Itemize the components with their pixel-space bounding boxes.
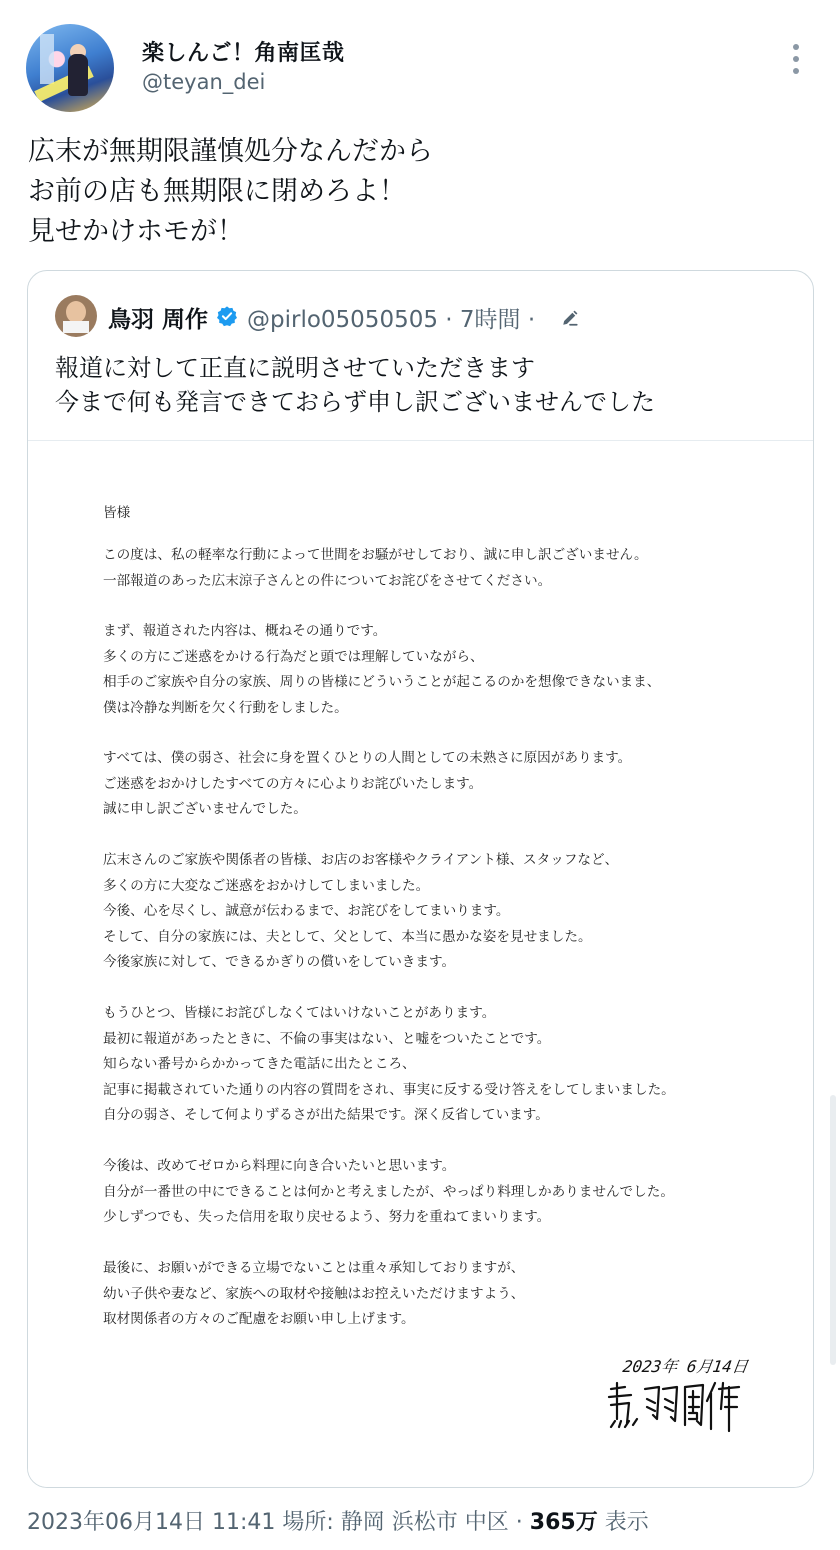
letter-line: 今後家族に対して、できるかぎりの償いをしていきます。	[103, 954, 456, 970]
handwritten-signature	[603, 1379, 743, 1435]
letter-line: まず、報道された内容は、概ねその通りです。	[103, 623, 387, 639]
user-avatar[interactable]	[26, 24, 114, 112]
letter-line: 記事に掲載されていた通りの内容の質問をされ、事実に反する受け答えをしてしまいました。	[103, 1081, 675, 1098]
letter-paragraph	[103, 1001, 675, 1129]
avatar-building	[40, 34, 54, 84]
quoted-avatar-board	[63, 321, 89, 333]
edit-pencil-icon[interactable]	[561, 309, 579, 327]
quoted-text-line: 報道に対して正直に説明させていただきます	[55, 354, 535, 382]
tweet-text	[28, 132, 808, 252]
letter-line: 幼い子供や妻など、家族への取材や接触はお控えいただけますよう、	[103, 1285, 525, 1302]
letter-line: 相手のご家族や自分の家族、周りの皆様にどういうことが起こるのかを想像できないまま、	[103, 674, 661, 690]
quoted-tweet-time[interactable]: · 7時間 ·	[445, 307, 536, 333]
letter-line: 知らない番号からかかってきた電話に出たところ、	[103, 1056, 416, 1072]
quoted-author-avatar[interactable]	[55, 295, 97, 337]
quoted-text-line: 今まで何も発言できておらず申し訳ございませんでした	[55, 388, 655, 416]
tweet-location[interactable]: 場所: 静岡 浜松市 中区	[282, 1510, 509, 1535]
letter-line: 自分の弱さ、そして何よりずるさが出た結果です。深く反省しています。	[103, 1107, 549, 1123]
letter-line: 僕は冷静な判断を欠く行動をしました。	[103, 699, 348, 716]
quoted-author-meta	[247, 301, 535, 334]
letter-paragraph	[103, 746, 631, 823]
meta-separator: ·	[515, 1510, 523, 1535]
views-label: 表示	[604, 1510, 649, 1535]
letter-paragraph	[103, 619, 660, 721]
tweet-datetime[interactable]: 2023年06月14日 11:41	[27, 1510, 276, 1535]
letter-line: 今後は、改めてゼロから料理に向き合いたいと思います。	[103, 1158, 456, 1174]
letter-line: 最後に、お願いができる立場でないことは重々承知しておりますが、	[103, 1260, 525, 1276]
letter-date: 2023年 6月14日	[621, 1357, 750, 1376]
avatar-figure	[68, 54, 88, 96]
tweet-text-line: 見せかけホモが！	[28, 216, 244, 247]
quoted-avatar-face	[66, 301, 86, 323]
letter-line: ご迷惑をおかけしたすべての方々に心よりお詫びいたします。	[103, 775, 483, 792]
letter-line: すべては、僕の弱さ、社会に身を置くひとりの人間としての未熟さに原因があります。	[103, 750, 632, 766]
quoted-author-name[interactable]: 鳥羽 周作	[108, 307, 209, 333]
letter-line: 少しずつでも、失った信用を取り戻せるよう、努力を重ねてまいります。	[103, 1209, 551, 1225]
letter-line: 広末さんのご家族や関係者の皆様、お店のお客様やクライアント様、スタッフなど、	[103, 852, 619, 868]
scrollbar[interactable]	[830, 1095, 836, 1365]
quoted-tweet-text	[55, 351, 655, 419]
letter-salutation: 皆様	[103, 505, 131, 521]
letter-line: 最初に報道があったときに、不倫の事実はない、と嘘をついたことです。	[103, 1030, 551, 1047]
letter-line: 自分が一番世の中にできることは何かと考えましたが、やっぱり料理しかありませんでした。	[103, 1183, 674, 1200]
letter-paragraph	[103, 1154, 674, 1231]
tweet-footer-meta	[27, 1505, 649, 1536]
views-count: 365万	[529, 1510, 598, 1535]
letter-line: もうひとつ、皆様にお詫びしなくてはいけないことがあります。	[103, 1005, 496, 1021]
more-vertical-icon[interactable]	[786, 42, 806, 76]
letter-line: 今後、心を尽くし、誠意が伝わるまで、お詫びをしてまいります。	[103, 903, 510, 919]
quoted-author-handle[interactable]: @pirlo05050505	[247, 307, 438, 333]
letter-line: 一部報道のあった広末涼子さんとの件についてお詫びをさせてください。	[103, 572, 552, 589]
letter-line: 取材関係者の方々のご配慮をお願い申し上げます。	[103, 1311, 415, 1327]
letter-paragraph	[103, 543, 648, 594]
letter-line: そして、自分の家族には、夫として、父として、本当に愚かな姿を見せました。	[103, 928, 592, 945]
attached-apology-letter-image[interactable]	[28, 440, 814, 1488]
author-display-name[interactable]: 楽しんご！角南匡哉	[142, 41, 345, 66]
letter-line: 多くの方に大変なご迷惑をおかけしてしまいました。	[103, 877, 430, 894]
letter-paragraph	[103, 848, 618, 976]
letter-line: 多くの方にご迷惑をかける行為だと頭では理解していながら、	[103, 648, 484, 665]
letter-line: この度は、私の軽率な行動によって世間をお騒がせしており、誠に申し訳ございません。	[103, 547, 648, 563]
letter-paragraph	[103, 1256, 524, 1333]
quoted-tweet-card[interactable]	[27, 270, 814, 1488]
verified-badge-icon	[216, 305, 238, 327]
author-handle[interactable]: @teyan_dei	[142, 70, 266, 94]
letter-line: 誠に申し訳ございませんでした。	[103, 801, 307, 817]
tweet-text-line: 広末が無期限謹慎処分なんだから	[28, 136, 433, 167]
tweet-text-line: お前の店も無期限に閉めろよ！	[28, 176, 406, 207]
